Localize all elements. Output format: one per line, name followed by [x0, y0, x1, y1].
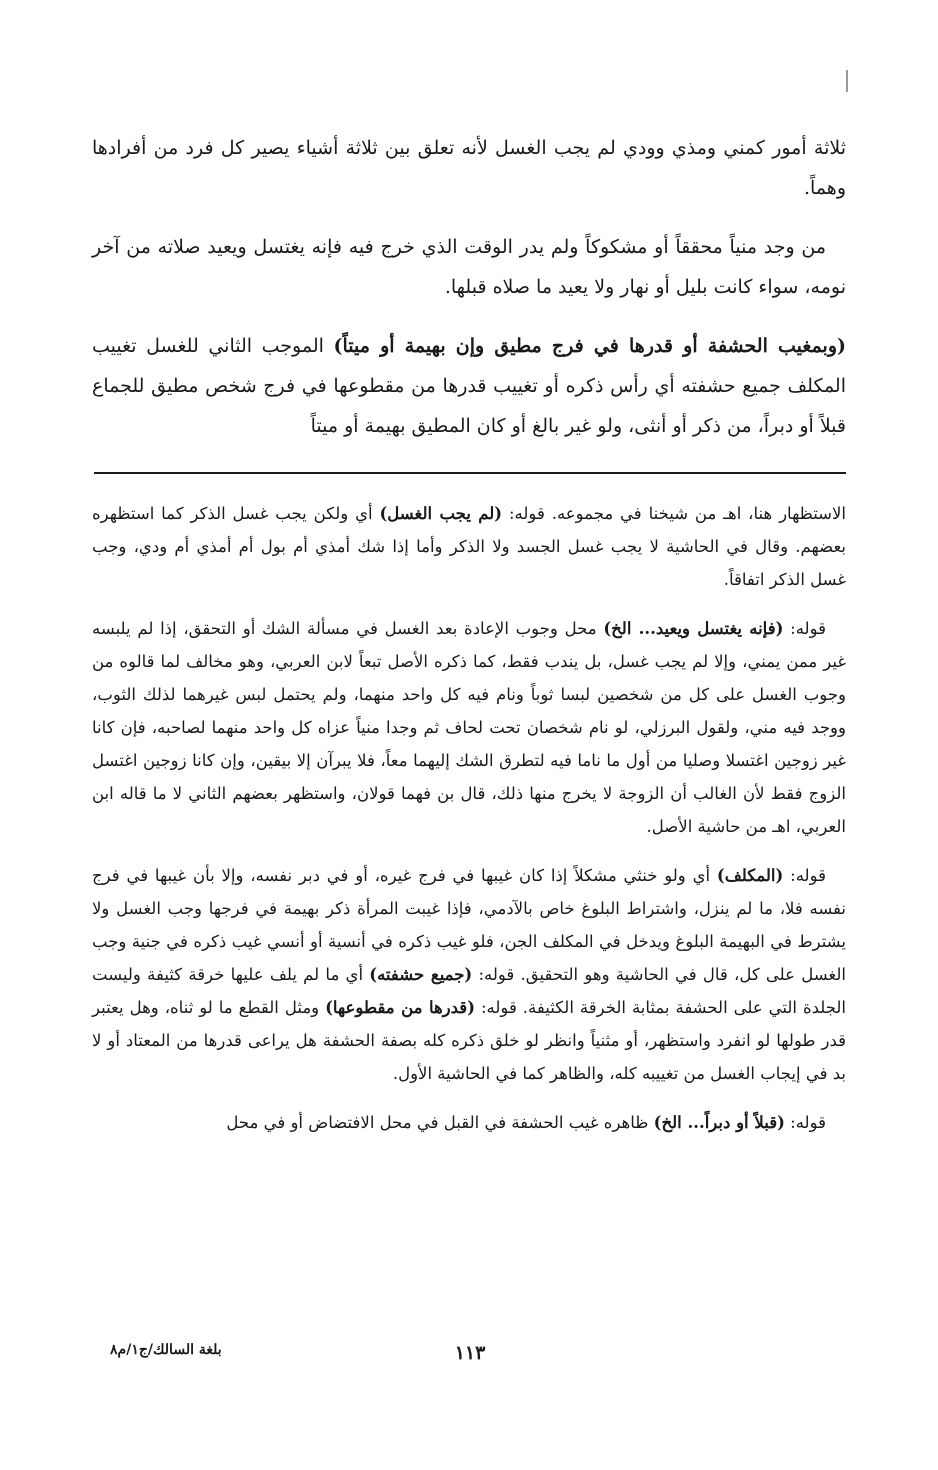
main-paragraph-3: [92, 326, 846, 446]
footnote-separator: [94, 472, 846, 474]
main-paragraph-2: من وجد منياً محققاً أو مشكوكاً ولم يدر الوقت الذي خرج فيه فإنه يغتسل ويعيد صلاته من آخر نومه، سواء كانت بليل أو نهار ولا يعيد ما صلاه قبلها.: [92, 236, 846, 298]
main-text: [92, 128, 846, 465]
commentary-text: الموجب الثاني للغسل تغييب المكلف جميع حشفته أي رأس ذكره أو تغييب قدرها من مقطوعها في فرج شخص مطيق للجماع قبلاً أو دبراً، من ذكر أو أنثى، ولو غير بالغ أو كان المطيق بهيمة أو ميتاً: [92, 335, 846, 437]
footnotes: [92, 497, 846, 1155]
page-number: ١١٣: [454, 1342, 486, 1364]
footnote-4: [92, 1106, 846, 1139]
footnote-text: قوله:: [783, 866, 826, 885]
footnote-3: [92, 859, 846, 1090]
footnote-text: أي ولو خنثي مشكلاً إذا كان غيبها في فرج غيره، أو في دبر نفسه، وإلا بأن غيبها في فرج نفسه فلا، ما لم ينزل، واشتراط البلوغ خاص بالآدمي، فإذا غيبت المرأة ذكر بهيمة في فرجها وجب الغسل ولا يشترط في البهيمة البلوغ ويدخل في المكلف الجن، فلو غيب ذكره في أنسية أو أنسي غيب ذكره في جنية وجب الغسل على كل، قال في الحاشية وهو التحقيق. قوله:: [92, 866, 847, 984]
printer-signature: بلغة السالك/ج١/م٨: [110, 1342, 222, 1358]
footnote-text: أي ما لم يلف عليها خرقة كثيفة وليست الجلدة التي على الحشفة بمثابة الخرقة الكثيفة. قوله:: [92, 965, 846, 1017]
corner-mark: [846, 70, 848, 92]
matn-quote: (وبمغيب الحشفة أو قدرها في فرج مطيق وإن بهيمة أو ميتاً): [333, 335, 846, 357]
footnote-quote: (قبلاً أو دبراً... الخ): [653, 1113, 785, 1132]
footnote-quote: (جميع حشفته): [369, 965, 473, 984]
footnote-text: قوله:: [783, 619, 826, 638]
footnote-text: أي ولكن يجب غسل الذكر كما استظهره بعضهم. وقال في الحاشية لا يجب غسل الجسد ولا الذكر وأما إذا شك أمذي أم بول أم أمذي أم ودي، وجب غسل الذكر اتفاقاً.: [92, 504, 846, 589]
footnote-quote: (لم يجب الغسل): [379, 504, 503, 523]
footnote-2: [92, 612, 846, 843]
footnote-text: محل وجوب الإعادة بعد الغسل في مسألة الشك أو التحقق، إذا لم يلبسه غير ممن يمني، وإلا لم يجب غسل، بل يندب فقط، كما ذكره الأصل تبعاً لابن العربي، وهو مخالف لما قالوه من وجوب الغسل على كل من شخصين لبسا ثوباً ونام فيه كل واحد منهما، ولم يحتمل لبس غيرهما لذلك الثوب، ووجد فيه مني، ولقول البرزلي، لو نام شخصان تحت لحاف ثم وجدا منياً عزاه كل واحد منهما لصاحبه، فإن كانا غير زوجين اغتسلا وصليا من أول ما ناما فيه لتطرق الشك إليهما معاً، فلا يبرآن إلا بيقين، وإن كانا زوجين اغتسل الزوج فقط لأن الغالب أن الزوجة لا يخرج منها ذلك، قال بن فهما قولان، واستظهر بعضهم الثاني لا ما قاله ابن العربي، اهـ من حاشية الأصل.: [92, 619, 846, 836]
footnote-text: ظاهره غيب الحشفة في القبل في محل الافتضاض أو في محل: [226, 1113, 654, 1132]
footnote-quote: (قدرها من مقطوعها): [325, 998, 476, 1017]
main-paragraph-1: ثلاثة أمور كمني ومذي وودي لم يجب الغسل لأنه تعلق بين ثلاثة أشياء يصير كل فرد من أفرادها وهماً.: [92, 137, 846, 199]
page-footer: [0, 1342, 938, 1370]
footnote-1: [92, 497, 846, 596]
footnote-text: الاستظهار هنا، اهـ من شيخنا في مجموعه. قوله:: [502, 504, 847, 523]
footnote-text: قوله:: [784, 1113, 826, 1132]
footnote-quote: (المكلف): [716, 866, 784, 885]
footnote-quote: (فإنه يغتسل ويعيد... الخ): [603, 619, 784, 638]
footnote-text: ومثل القطع ما لو ثناه، وهل يعتبر قدر طولها لو انفرد واستظهر، أو مثنياً وانظر لو خلق ذكره كله بصفة الحشفة هل يراعى قدرها من المعتاد أو لا بد في إيجاب الغسل من تغييبه كله، والظاهر كما في الحاشية الأول.: [92, 998, 846, 1083]
